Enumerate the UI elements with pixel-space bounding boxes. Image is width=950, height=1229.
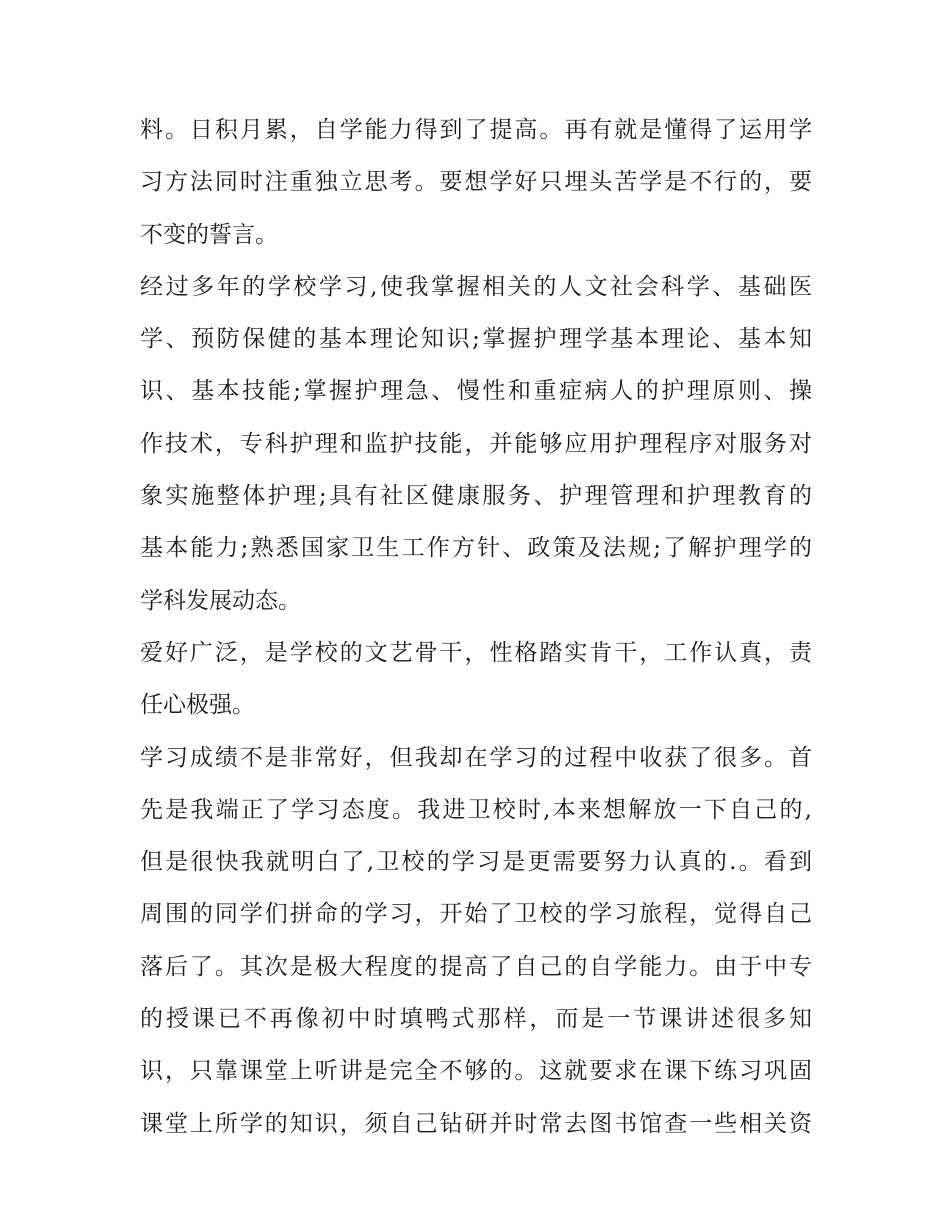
paragraph-3	[140, 627, 812, 732]
text-line: 周围的同学们拼命的学习，开始了卫校的学习旅程，觉得自己	[140, 901, 812, 928]
text-line: 落后了。其次是极大程度的提高了自己的自学能力。由于中专	[140, 953, 812, 980]
text-line: 但是很快我就明白了,卫校的学习是更需要努力认真的.。看到	[140, 849, 812, 876]
text-line: 任心极强。	[140, 692, 255, 719]
text-line: 爱好广泛，是学校的文艺骨干，性格踏实肯干，工作认真，责	[140, 639, 812, 666]
text-line: 基本能力;熟悉国家卫生工作方针、政策及法规;了解护理学的	[140, 535, 812, 562]
text-line: 学、预防保健的基本理论知识;掌握护理学基本理论、基本知	[140, 326, 812, 353]
paragraph-4	[140, 732, 812, 1150]
paragraph-1	[140, 104, 812, 261]
text-line: 识，只靠课堂上听讲是完全不够的。这就要求在课下练习巩固	[140, 1058, 812, 1085]
text-line: 课堂上所学的知识，须自己钻研并时常去图书馆查一些相关资	[140, 1110, 812, 1137]
text-line: 的授课已不再像初中时填鸭式那样，而是一节课讲述很多知	[140, 1006, 812, 1033]
text-line: 不变的誓言。	[140, 221, 278, 248]
text-line: 学科发展动态。	[140, 587, 301, 614]
text-line: 识、基本技能;掌握护理急、慢性和重症病人的护理原则、操	[140, 378, 812, 405]
text-line: 经过多年的学校学习,使我掌握相关的人文社会科学、基础医	[140, 273, 812, 300]
text-line: 学习成绩不是非常好，但我却在学习的过程中收获了很多。首	[140, 744, 812, 771]
text-line: 先是我端正了学习态度。我进卫校时,本来想解放一下自己的,	[140, 796, 812, 823]
text-line: 象实施整体护理;具有社区健康服务、护理管理和护理教育的	[140, 483, 812, 510]
text-line: 作技术，专科护理和监护技能，并能够应用护理程序对服务对	[140, 430, 812, 457]
paragraph-2	[140, 261, 812, 627]
text-line: 习方法同时注重独立思考。要想学好只埋头苦学是不行的，要	[140, 169, 812, 196]
text-line: 料。日积月累，自学能力得到了提高。再有就是懂得了运用学	[140, 117, 812, 143]
document-body	[140, 104, 812, 1150]
